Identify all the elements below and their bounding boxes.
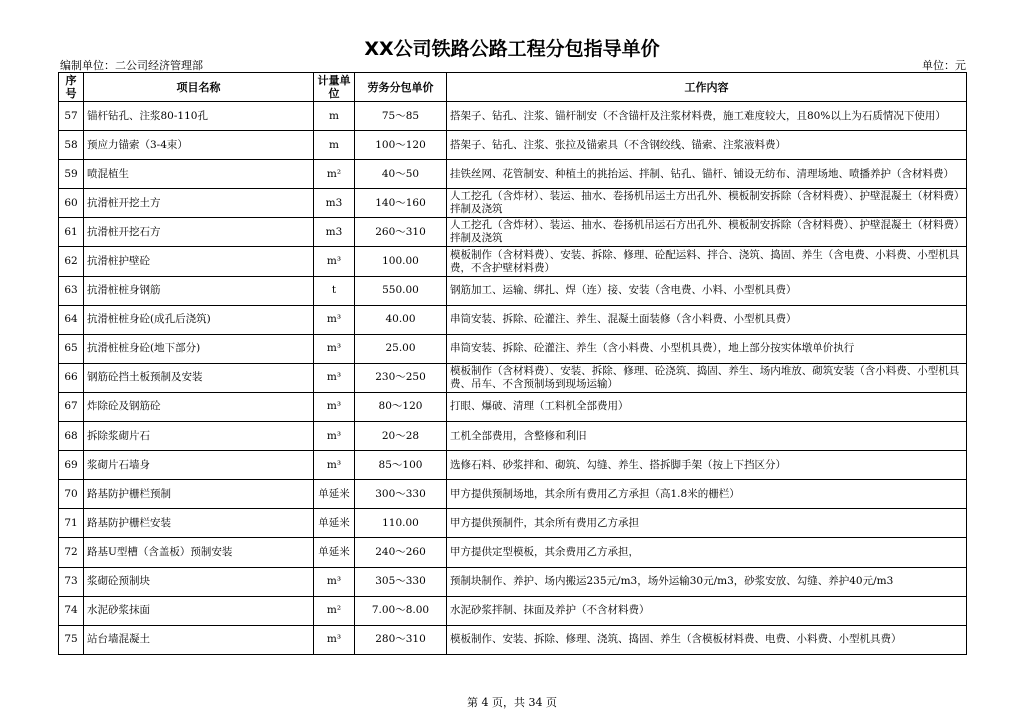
work-content: 水泥砂浆拌制、抹面及养护（不含材料费）: [447, 596, 967, 625]
row-number: 69: [59, 451, 84, 480]
table-row: [59, 538, 967, 567]
item-name: 路基防护栅栏安装: [84, 509, 314, 538]
price-cell: 240～260: [355, 538, 447, 567]
unit-cell: m: [314, 131, 355, 160]
unit-cell: m³: [314, 625, 355, 654]
work-content: 模板制作（含材料费）、安装、拆除、修理、砼配运料、拌合、浇筑、捣固、养生（含电费、小料费、小型机具费，不含护壁材料费）: [447, 247, 967, 276]
row-number: 57: [59, 102, 84, 131]
unit-cell: m²: [314, 596, 355, 625]
price-cell: 110.00: [355, 509, 447, 538]
item-name: 拆除浆砌片石: [84, 422, 314, 451]
item-name: 抗滑桩桩身钢筋: [84, 276, 314, 305]
item-name: 浆砌砼预制块: [84, 567, 314, 596]
row-number: 62: [59, 247, 84, 276]
price-cell: 40～50: [355, 160, 447, 189]
table-row: [59, 625, 967, 654]
unit-cell: m²: [314, 160, 355, 189]
work-content: 挂铁丝网、花管制安、种植土的挑抬运、拌制、钻孔、锚杆、铺设无纺布、清理场地、喷播养护（含材料费）: [447, 160, 967, 189]
row-number: 66: [59, 363, 84, 392]
unit-cell: m³: [314, 422, 355, 451]
unit-cell: m³: [314, 247, 355, 276]
price-cell: 80～120: [355, 392, 447, 421]
work-content: 预制块制作、养护、场内搬运235元/m3，场外运输30元/m3，砂浆安放、勾缝、养护40元/m3: [447, 567, 967, 596]
header-price: 劳务分包单价: [355, 73, 447, 102]
item-name: 浆砌片石墙身: [84, 451, 314, 480]
item-name: 路基U型槽（含盖板）预制安装: [84, 538, 314, 567]
unit-cell: 单延米: [314, 538, 355, 567]
price-cell: 260～310: [355, 218, 447, 247]
row-number: 73: [59, 567, 84, 596]
row-number: 72: [59, 538, 84, 567]
table-row: [59, 363, 967, 392]
unit-cell: m³: [314, 334, 355, 363]
work-content: 模板制作、安装、拆除、修理、浇筑、捣固、养生（含模板材料费、电费、小料费、小型机具费）: [447, 625, 967, 654]
price-cell: 7.00～8.00: [355, 596, 447, 625]
work-content: 搭架子、钻孔、注浆、张拉及锚索具（不含钢绞线、锚索、注浆液料费）: [447, 131, 967, 160]
item-name: 水泥砂浆抹面: [84, 596, 314, 625]
page-title: XX公司铁路公路工程分包指导单价: [364, 38, 660, 60]
work-content: 搭架子、钻孔、注浆、锚杆制安（不含锚杆及注浆材料费，施工难度较大，且80%以上为石质情况下使用）: [447, 102, 967, 131]
page-number: 第 4 页，共 34 页: [467, 696, 557, 709]
work-content: 甲方提供预制场地，其余所有费用乙方承担（高1.8米的栅栏）: [447, 480, 967, 509]
header-unit: 计量单位: [314, 73, 355, 102]
work-content: 选修石料、砂浆拌和、砌筑、勾缝、养生、搭拆脚手架（按上下挡区分）: [447, 451, 967, 480]
row-number: 67: [59, 392, 84, 421]
price-cell: 550.00: [355, 276, 447, 305]
item-name: 抗滑桩开挖石方: [84, 218, 314, 247]
row-number: 65: [59, 334, 84, 363]
item-name: 抗滑桩桩身砼(地下部分): [84, 334, 314, 363]
unit-cell: m³: [314, 363, 355, 392]
work-content: 模板制作（含材料费）、安装、拆除、修理、砼浇筑、捣固、养生、场内堆放、砌筑安装（含小料费、小型机具费、吊车、不含预制场到现场运输）: [447, 363, 967, 392]
table-row: [59, 392, 967, 421]
row-number: 60: [59, 189, 84, 218]
table-row: [59, 160, 967, 189]
price-cell: 230～250: [355, 363, 447, 392]
item-name: 预应力锚索（3-4束）: [84, 131, 314, 160]
table-row: [59, 276, 967, 305]
work-content: 人工挖孔（含炸材）、装运、抽水、卷扬机吊运土方出孔外、模板制安拆除（含材料费）、护壁混凝土（材料费）拌制及浇筑: [447, 189, 967, 218]
price-cell: 280～310: [355, 625, 447, 654]
work-content: 串筒安装、拆除、砼灌注、养生、混凝土面装修（含小料费、小型机具费）: [447, 305, 967, 334]
unit-cell: m³: [314, 567, 355, 596]
item-name: 抗滑桩桩身砼(成孔后浇筑): [84, 305, 314, 334]
unit-cell: m³: [314, 451, 355, 480]
work-content: 工机全部费用，含整修和利旧: [447, 422, 967, 451]
price-cell: 140～160: [355, 189, 447, 218]
table-row: [59, 189, 967, 218]
work-content: 钢筋加工、运输、绑扎、焊（连）接、安装（含电费、小料、小型机具费）: [447, 276, 967, 305]
table-row: [59, 334, 967, 363]
item-name: 喷混植生: [84, 160, 314, 189]
price-cell: 25.00: [355, 334, 447, 363]
unit-cell: m³: [314, 305, 355, 334]
table-row: [59, 480, 967, 509]
row-number: 64: [59, 305, 84, 334]
header-name: 项目名称: [84, 73, 314, 102]
table-row: [59, 422, 967, 451]
table-row: [59, 305, 967, 334]
table-body: [59, 102, 967, 655]
table-row: [59, 247, 967, 276]
row-number: 75: [59, 625, 84, 654]
item-name: 炸除砼及钢筋砼: [84, 392, 314, 421]
price-cell: 40.00: [355, 305, 447, 334]
unit-cell: 单延米: [314, 480, 355, 509]
work-content: 打眼、爆破、清理（工料机全部费用）: [447, 392, 967, 421]
table-row: [59, 102, 967, 131]
item-name: 路基防护栅栏预制: [84, 480, 314, 509]
table-row: [59, 567, 967, 596]
work-content: 甲方提供定型模板，其余费用乙方承担，: [447, 538, 967, 567]
table-row: [59, 218, 967, 247]
table-row: [59, 596, 967, 625]
price-cell: 20～28: [355, 422, 447, 451]
row-number: 68: [59, 422, 84, 451]
row-number: 71: [59, 509, 84, 538]
table-row: [59, 131, 967, 160]
price-cell: 100～120: [355, 131, 447, 160]
header-no: 序号: [59, 73, 84, 102]
row-number: 58: [59, 131, 84, 160]
table-row: [59, 451, 967, 480]
table-row: [59, 509, 967, 538]
price-cell: 305～330: [355, 567, 447, 596]
work-content: 人工挖孔（含炸材）、装运、抽水、卷扬机吊运石方出孔外、模板制安拆除（含材料费）、护壁混凝土（材料费）拌制及浇筑: [447, 218, 967, 247]
row-number: 70: [59, 480, 84, 509]
item-name: 抗滑桩护壁砼: [84, 247, 314, 276]
unit-cell: m: [314, 102, 355, 131]
work-content: 甲方提供预制件，其余所有费用乙方承担: [447, 509, 967, 538]
row-number: 63: [59, 276, 84, 305]
row-number: 74: [59, 596, 84, 625]
item-name: 锚杆钻孔、注浆80-110孔: [84, 102, 314, 131]
price-cell: 100.00: [355, 247, 447, 276]
row-number: 59: [59, 160, 84, 189]
table-header-row: [59, 73, 967, 102]
price-cell: 85～100: [355, 451, 447, 480]
unit-cell: m³: [314, 392, 355, 421]
unit-cell: t: [314, 276, 355, 305]
unit-cell: 单延米: [314, 509, 355, 538]
header-work: 工作内容: [447, 73, 967, 102]
compiler-label: 编制单位：二公司经济管理部: [60, 59, 203, 72]
price-table: [58, 72, 967, 655]
item-name: 钢筋砼挡土板预制及安装: [84, 363, 314, 392]
price-cell: 75～85: [355, 102, 447, 131]
item-name: 抗滑桩开挖土方: [84, 189, 314, 218]
row-number: 61: [59, 218, 84, 247]
price-cell: 300～330: [355, 480, 447, 509]
unit-label: 单位：元: [922, 59, 966, 72]
unit-cell: m3: [314, 189, 355, 218]
unit-cell: m3: [314, 218, 355, 247]
item-name: 站台墙混凝土: [84, 625, 314, 654]
work-content: 串筒安装、拆除、砼灌注、养生（含小料费、小型机具费），地上部分按实体墩单价执行: [447, 334, 967, 363]
